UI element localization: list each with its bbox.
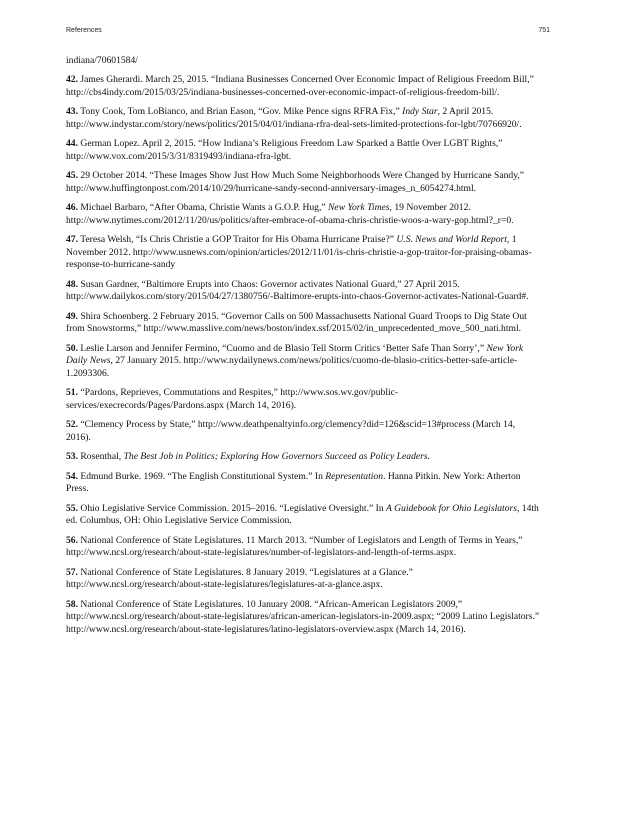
reference-text: , 14th ed. Columbus, OH: Ohio Legislative Service Commission. [66, 502, 539, 527]
reference-text: Edmund Burke. 1969. “The English Constitutional System.” In [78, 470, 326, 482]
reference-entry [66, 202, 542, 227]
reference-text: Rosenthal, [78, 451, 124, 463]
reference-number: 49. [66, 310, 78, 322]
reference-text: Ohio Legislative Service Commission. 2015–2016. “Legislative Oversight.” In [78, 502, 387, 514]
reference-entry [66, 503, 542, 528]
reference-entry [66, 599, 542, 636]
reference-text: Shira Schoenberg. 2 February 2015. “Governor Calls on 500 Massachusetts National Guard Troops to Dig State Out from Snowstorms,” http://www.masslive.com/news/boston/index.ssf/2015/02/in_unprecedented_move_500_nati.html. [66, 310, 527, 335]
reference-number: 52. [66, 419, 78, 431]
reference-number: 57. [66, 566, 78, 578]
reference-entry [66, 387, 542, 412]
reference-number: 51. [66, 387, 78, 399]
reference-number: 54. [66, 470, 78, 482]
reference-text: James Gherardi. March 25, 2015. “Indiana Businesses Concerned Over Economic Impact of Religious Freedom Bill,” http://cbs4indy.com/2015/03/25/indiana-businesses-concerned-over-economic-impact-of-religious-freedom-bill/. [66, 74, 534, 98]
reference-number: 43. [66, 106, 78, 118]
reference-number: 44. [66, 138, 78, 150]
reference-number: 47. [66, 234, 78, 246]
reference-text: 29 October 2014. “These Images Show Just How Much Some Neighborhoods Were Changed by Hurricane Sandy,” http://www.huffingtonpost.com/2014/10/29/hurricane-sandy-second-anniversary-images_n_6054274.html. [66, 170, 525, 194]
reference-italic-title: The Best Job in Politics; Exploring How Governors Succeed as Policy Leaders. [123, 451, 430, 463]
reference-text: German Lopez. April 2, 2015. “How Indiana’s Religious Freedom Law Sparked a Battle Over LGBT Rights,” http://www.vox.com/2015/3/31/8319493/indiana-rfra-lgbt. [66, 138, 503, 162]
reference-number: 55. [66, 502, 78, 514]
reference-entry [66, 170, 542, 195]
reference-text: , 1 November 2012. http://www.usnews.com/opinion/articles/2012/11/01/is-chris-christie-a-gop-traitor-for-praising-obamas-response-to-hurricane-sandy [66, 234, 532, 271]
reference-number: 46. [66, 202, 78, 214]
reference-number: 45. [66, 170, 78, 182]
reference-italic-title: New York Daily News [66, 342, 524, 367]
reference-text: , 19 November 2012. http://www.nytimes.com/2012/11/20/us/politics/after-embrace-of-obama-chris-christie-woos-a-wary-gop.html?_r=0. [66, 202, 514, 226]
reference-text: Teresa Welsh, “Is Chris Christie a GOP Traitor for His Obama Hurricane Praise?” [78, 234, 397, 246]
section-title: References [66, 27, 102, 34]
reference-italic-title: Representation [325, 470, 384, 482]
reference-entry [66, 106, 542, 131]
reference-entry [66, 451, 542, 463]
continued-reference-text: indiana/70601584/ [66, 55, 138, 66]
reference-number: 50. [66, 342, 78, 354]
reference-entry [66, 311, 542, 336]
reference-entry [66, 234, 542, 271]
reference-text: , 27 January 2015. http://www.nydailynews.com/news/politics/cuomo-de-blasio-critics-better-safe-article-1.2093306. [66, 355, 518, 379]
reference-entry [66, 535, 542, 560]
reference-italic-title: New York Times [328, 202, 390, 214]
reference-list [66, 55, 542, 643]
reference-entry [66, 279, 542, 304]
reference-number: 48. [66, 278, 78, 290]
reference-number: 58. [66, 598, 78, 610]
reference-text: Tony Cook, Tom LoBianco, and Brian Eason, “Gov. Mike Pence signs RFRA Fix,” [78, 106, 403, 118]
reference-entry [66, 74, 542, 99]
reference-text: “Pardons, Reprieves, Commutations and Respites,” http://www.sos.wv.gov/public-services/execrecords/Pages/Pardons.aspx (March 14, 2016). [66, 387, 399, 411]
reference-text: National Conference of State Legislatures. 8 January 2019. “Legislatures at a Glance.” http://www.ncsl.org/research/about-state-legislatures/legislatures-at-a-glance.aspx. [66, 566, 413, 591]
reference-entry [66, 343, 542, 380]
reference-text: National Conference of State Legislatures. 10 January 2008. “African-American Legislators 2009,” http://www.ncsl.org/research/about-state-legislatures/african-american-legislators-in-2009.aspx; “2009 Latino Legislators.” http://www.ncsl.org/research/about-state-legislatures/latino-legislators-overview.aspx (March 14, 2016). [66, 598, 540, 635]
reference-number: 56. [66, 534, 78, 546]
reference-entry [66, 567, 542, 592]
reference-text: Leslie Larson and Jennifer Fermino, “Cuomo and de Blasio Tell Storm Critics ‘Better Safe Than Sorry’,” [78, 342, 487, 354]
reference-text: “Clemency Process by State,” http://www.deathpenaltyinfo.org/clemency?did=126&scid=13#process (March 14, 2016). [66, 419, 516, 443]
reference-text: , 2 April 2015. http://www.indystar.com/story/news/politics/2015/04/01/indiana-rfra-deal-sets-limited-protections-for-lgbt/70766920/. [66, 106, 522, 130]
reference-entry [66, 471, 542, 496]
reference-italic-title: U.S. News and World Report [396, 234, 507, 246]
reference-text: . Hanna Pitkin. New York: Atherton Press. [66, 470, 521, 495]
reference-entry [66, 419, 542, 444]
page-number: 751 [538, 27, 550, 34]
reference-text: National Conference of State Legislatures. 11 March 2013. “Number of Legislators and Length of Terms in Years,” http://www.ncsl.org/research/about-state-legislatures/number-of-legislators-and-length-of-terms.aspx. [66, 534, 523, 559]
reference-entry [66, 138, 542, 163]
reference-text: Michael Barbaro, “After Obama, Christie Wants a G.O.P. Hug,” [78, 202, 329, 214]
reference-italic-title: A Guidebook for Ohio Legislators [386, 502, 517, 514]
reference-number: 53. [66, 451, 78, 463]
reference-text: Susan Gardner, “Baltimore Erupts into Chaos: Governor activates National Guard,” 27 April 2015. http://www.dailykos.com/story/2015/04/27/1380756/-Baltimore-erupts-into-chaos-Governor-activates-National-Guard#. [66, 278, 529, 303]
reference-number: 42. [66, 74, 78, 86]
reference-italic-title: Indy Star [402, 106, 438, 118]
